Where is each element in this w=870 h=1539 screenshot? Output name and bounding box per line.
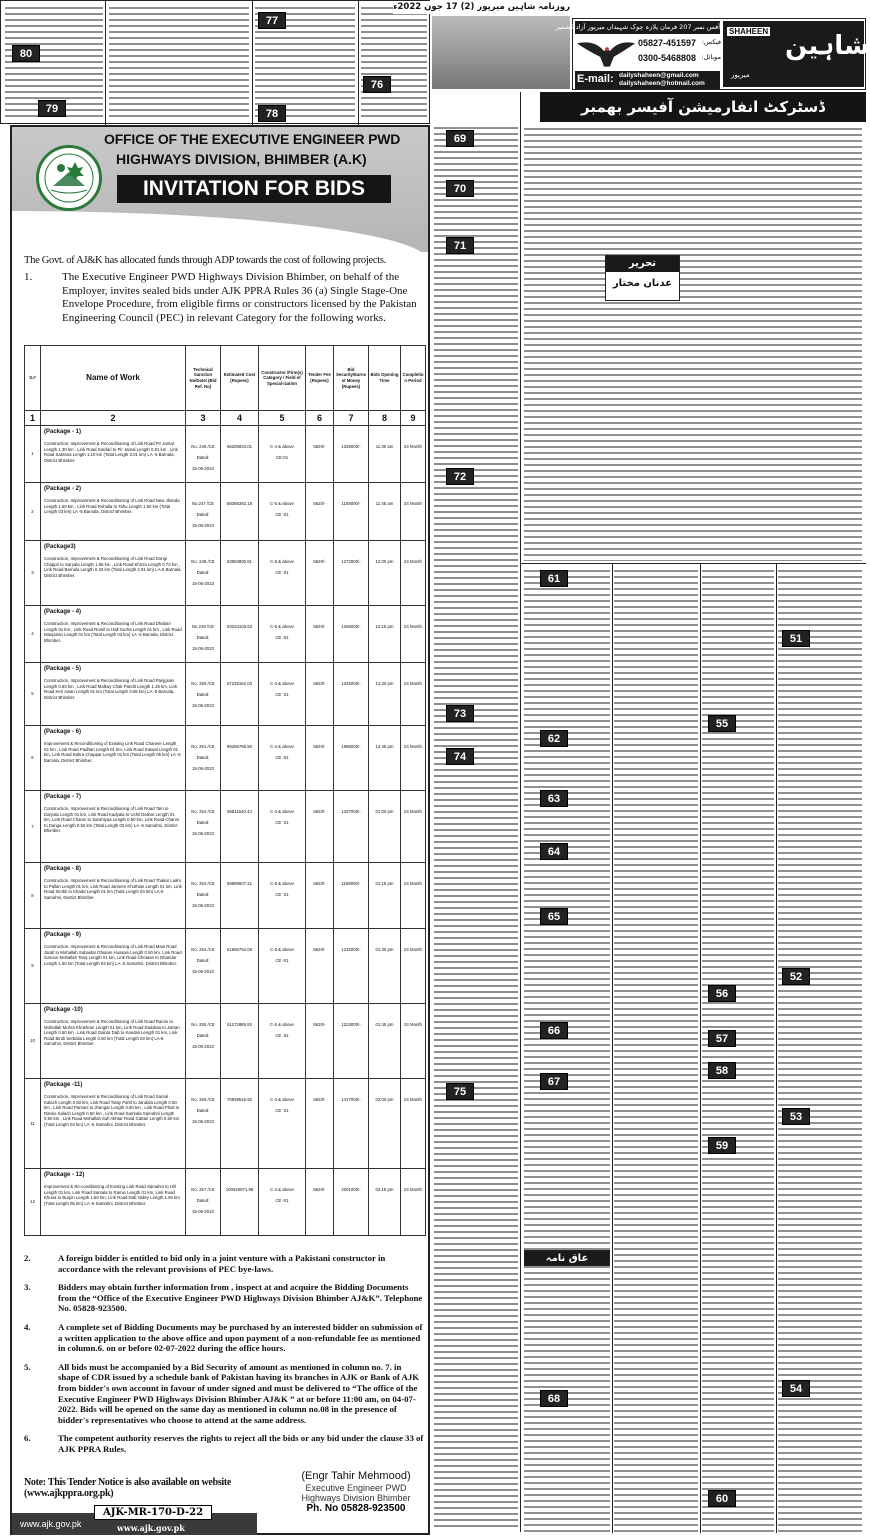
column-header: S.# [25, 346, 41, 411]
constructor-category: C-4 & above CE -01 [259, 791, 306, 863]
opening-time: 12:15 pm [369, 606, 401, 663]
serial-number: 12 [25, 1169, 41, 1236]
constructor-category: C-4 & above CE -01 [259, 1079, 306, 1169]
estimated-cost: 66285934.01 [221, 426, 259, 483]
table-row [25, 1079, 426, 1169]
serial-number: 6 [25, 726, 41, 791]
opening-time: 11:30 am [369, 426, 401, 483]
urdu-column-3 [614, 568, 698, 1533]
notice-number-badge: 68 [540, 1390, 568, 1407]
serial-number: 8 [25, 863, 41, 929]
masthead-photo [432, 16, 570, 89]
technical-sanction: No. 255 /CE Dated: 15-06-2022 [186, 1004, 221, 1079]
estimated-cost: 59899607.21 [221, 863, 259, 929]
aaq-nama-heading: عاق نامہ [524, 1250, 610, 1266]
column-number: 2 [41, 411, 186, 426]
notice-number-badge: 60 [708, 1490, 736, 1507]
opening-time: 01:30 pm [369, 929, 401, 1004]
opening-time: 01:00 pm [369, 791, 401, 863]
office-title: OFFICE OF THE EXECUTIVE ENGINEER PWD [104, 131, 401, 147]
notice-number-badge: 62 [540, 730, 568, 747]
estimated-cost: 58356392.18 [221, 483, 259, 541]
table-row [25, 791, 426, 863]
estimated-cost: 70839515.92 [221, 1079, 259, 1169]
notice-number-badge: 52 [782, 968, 810, 985]
work-name: (Package - 4) Construction, Improvement & Reconditioning of Link Road Dhaban Length 01 km , Link Road Romil to Hall Gurha Length 01 km , Link Road Manjarian Length 01 km (Total Length 03 km) LA -5 Barnala, District Bhimber. [41, 606, 186, 663]
opening-time: 12:45 pm [369, 726, 401, 791]
constructor-category: C-4 & above CE -01 [259, 726, 306, 791]
eagle-icon [575, 37, 637, 69]
technical-sanction: No. 254 /CE Dated: 15-06-2022 [186, 929, 221, 1004]
work-name: (Package - 12) Improvement & Re-conditioning of Existing Link Road Samahni to Hill Length 01 km, Link Road Sarsala to Ramio Length 01 km, Link Road Khuna to Burjon Length 1.50 km, Link Road Dab Valley Length 1.50 km (Total Length 05 km) LA -6 Samahni, District Bhimber. [41, 1169, 186, 1236]
serial-number: 2 [25, 483, 41, 541]
completion-period: 24 Month [401, 606, 426, 663]
notice-number-badge: 55 [708, 715, 736, 732]
notice-number-badge: 69 [446, 130, 474, 147]
column-number: 9 [401, 411, 426, 426]
byline-box: تحریر عدنان مختار [605, 255, 680, 301]
opening-time: 12:00 pm [369, 541, 401, 606]
technical-sanction: No. 250 /CE Dated: 15-06-2022 [186, 663, 221, 726]
masthead: آفس نمبر 207 فرمان پلازہ چوک شہیداں میرپور آزاد کشمیر 05827-451597 فیکس: 0300-5468808 موبائل: E-mail: dailyshaheen@gmail.com dailyshaheen@hotmail.com SHAHEEN شاہین میرپور [572, 18, 866, 90]
constructor-category: C-5 & above CE -01 [259, 541, 306, 606]
opening-time: 02:00 pm [369, 1079, 401, 1169]
tender-fee: 5620/- [306, 1169, 334, 1236]
technical-sanction: No. 253 /CE Dated: 15-06-2022 [186, 863, 221, 929]
estimated-cost: 61172889.93 [221, 1004, 259, 1079]
urdu-column-1 [434, 125, 518, 1530]
table-row [25, 1004, 426, 1079]
work-name: (Package - 5) Construction, Improvement & Reconditioning of Link Road Panjgrain Length 0.83 km , Link Road Malkay Chak Pandit Length 1.25 km, Link Road Keri Awan Length 01 km (Total Length 3.08 km) LA -5 Barnala, District Bhimber. [41, 663, 186, 726]
note-item: 4. A complete set of Bidding Documents may be purchased by an interested bidder on submission of a written application to the above office and upon payment of a non-refundable fee as mentioned in column.6. on or before 02-07-2022 during the office hours. [24, 1321, 423, 1354]
notice-number-badge: 65 [540, 908, 568, 925]
notice-number-badge: 78 [258, 105, 286, 122]
column-number: 6 [306, 411, 334, 426]
completion-period: 24 Month [401, 791, 426, 863]
serial-number: 10 [25, 1004, 41, 1079]
work-name: (Package - 7) Construction, Improvement & Reconditioning of Link Road Tain to Daryala Length 01 km, Link Road Kadyala to Uchil Darbar Length 01 km, Link Road Channi to Sarohiyaa Length 0.50 km, Link Road Channi to Danga Length 0.50 km (Total Length 03 km) LA -6 Samahni, District Bhimber. [41, 791, 186, 863]
notice-number-badge: 71 [446, 237, 474, 254]
constructor-category: C-5 & above CE -01 [259, 929, 306, 1004]
table-row [25, 426, 426, 483]
table-row [25, 863, 426, 929]
headline-banner: ڈسٹرکٹ انفارمیشن آفیسر بھمبر [540, 92, 866, 122]
bid-security: 1272000/- [334, 541, 369, 606]
constructor-category: C-4 & above CE-01 [259, 426, 306, 483]
notice-number-badge: 58 [708, 1062, 736, 1079]
notice-number-badge: 59 [708, 1137, 736, 1154]
dateline: روزنامہ شاہین میرپور (2) 17 جون 2022ء [393, 2, 570, 12]
constructor-category: C-4 & above CE -01 [259, 1169, 306, 1236]
works-table [24, 345, 426, 1236]
serial-number: 7 [25, 791, 41, 863]
notice-number-badge: 79 [38, 100, 66, 117]
notice-number-badge: 80 [12, 45, 40, 62]
notice-number-badge: 66 [540, 1022, 568, 1039]
constructor-category: C-5 & above CE -01 [259, 863, 306, 929]
tender-fee: 5620/- [306, 1079, 334, 1169]
work-name: (Package - 9) Construction, Improvement & Reconditioning of Link Road Main Road Jarall to Mohallah Subaidar Ghulam Hussain Length 0.50 km, Link Road Garoon Mohallah Tariq Length 01 km, Link Road Ghotaan to Dhandar Length 1.50 km (Total Length 03 km) LA -6 Samahni, District Bhimber. [41, 929, 186, 1004]
column-header: Bids Opening Time [369, 346, 401, 411]
completion-period: 24 Month [401, 1079, 426, 1169]
estimated-cost: 61565752.06 [221, 929, 259, 1004]
reference-code: AJK-MR-170-D-22 [94, 1505, 212, 1520]
website-link[interactable]: www.ajk.gov.pk [117, 1523, 185, 1533]
column-number: 8 [369, 411, 401, 426]
invitation-title: INVITATION FOR BIDS [117, 175, 391, 203]
opening-time: 01:15 pm [369, 863, 401, 929]
column-header: Completion Period [401, 346, 426, 411]
website-logo: www.ajk.gov.pk [20, 1519, 82, 1529]
column-header: Estimated Cost (Rupees) [221, 346, 259, 411]
work-name: (Package - 1) Construction, Improvement & Reconditioning of Link Road Pir Jamal Length 1.30 km , Link Road Sardari to Pir Jamal Length 0.81 km , Link Road Sakrana Length 1.10 km (Total Length 3.01 km) LA -5 Barnala, District Bhimber. [41, 426, 186, 483]
technical-sanction: No. 246 /CE Dated: 15-06-2022 [186, 426, 221, 483]
estimated-cost: 99266765.50 [221, 726, 259, 791]
tender-fee: 5620/- [306, 929, 334, 1004]
serial-number: 11 [25, 1079, 41, 1169]
notice-number-badge: 61 [540, 570, 568, 587]
column-number: 5 [259, 411, 306, 426]
table-row [25, 726, 426, 791]
completion-period: 24 Month [401, 483, 426, 541]
column-header: Bid Security/Earnest Money (Rupees) [334, 346, 369, 411]
estimated-cost: 67228162.03 [221, 663, 259, 726]
estimated-cost: 63584900.81 [221, 541, 259, 606]
note-item: 3. Bidders may obtain further information from , inspect at and acquire the Bidding Documents from the “Office of the Executive Engineer PWD Highways Division Bhimber AJ&K”. Telephone No. 05828-923500. [24, 1282, 423, 1314]
column-header: Tender Fee (Rupees) [306, 346, 334, 411]
bid-security: 1986000/- [334, 726, 369, 791]
technical-sanction: No. 256 /CE Dated: 15-06-2022 [186, 1079, 221, 1169]
tender-notice [10, 125, 430, 1535]
column-number: 4 [221, 411, 259, 426]
serial-number: 9 [25, 929, 41, 1004]
notice-number-badge: 63 [540, 790, 568, 807]
tender-fee: 5620/- [306, 606, 334, 663]
notice-number-badge: 67 [540, 1073, 568, 1090]
serial-number: 3 [25, 541, 41, 606]
completion-period: 24 Month [401, 929, 426, 1004]
tender-fee: 5620/- [306, 663, 334, 726]
technical-sanction: No. 251 /CE Dated: 15-06-2022 [186, 726, 221, 791]
notice-number-badge: 53 [782, 1108, 810, 1125]
opening-time: 01:45 pm [369, 1004, 401, 1079]
constructor-category: C-5 & above CE -01 [259, 606, 306, 663]
estimated-cost: 100026971.98 [221, 1169, 259, 1236]
completion-period: 24 Month [401, 863, 426, 929]
work-name: (Package - 8) Construction, Improvement & Reconditioning of Link Road Thakar Laahi to Pallan Length 01 km, Link Road Jameen Khothian Length 01 km, Link Road Simbli to Khadd Length 01 km (Total Length 03 km) LA-6 Samahni, District Bhimber. [41, 863, 186, 929]
table-row [25, 663, 426, 726]
email-block: E-mail: dailyshaheen@gmail.com dailyshaheen@hotmail.com [575, 71, 720, 89]
tender-fee: 5620/- [306, 791, 334, 863]
bid-security: 1417000/- [334, 1079, 369, 1169]
completion-period: 24 Month [401, 426, 426, 483]
column-header: Name of Work [41, 346, 186, 411]
notice-number-badge: 73 [446, 705, 474, 722]
column-number: 1 [25, 411, 41, 426]
column-number: 7 [334, 411, 369, 426]
notice-number-badge: 56 [708, 985, 736, 1002]
notice-number-badge: 74 [446, 748, 474, 765]
note-item: 6. The competent authority reserves the rights to reject all the bids or any bid under the clause 33 of AJK PPRA Rules. [24, 1433, 424, 1454]
completion-period: 24 Month [401, 663, 426, 726]
constructor-category: C-5 & above CE -01 [259, 1004, 306, 1079]
table-row [25, 929, 426, 1004]
bid-security: 1337000/- [334, 791, 369, 863]
urdu-column-2 [524, 568, 610, 1533]
tender-fee: 5620/- [306, 541, 334, 606]
opening-time: 11:45 am [369, 483, 401, 541]
serial-number: 4 [25, 606, 41, 663]
notice-number-badge: 75 [446, 1083, 474, 1100]
column-number: 3 [186, 411, 221, 426]
note-item: 2. A foreign bidder is entitled to bid only in a joint venture with a Pakistani constructor in accordance with the relevant provisions of PEC bye-laws. [24, 1253, 386, 1274]
notice-number-badge: 54 [782, 1380, 810, 1397]
newspaper-logo: SHAHEEN شاہین میرپور [723, 21, 864, 87]
bid-security: 1326000/- [334, 426, 369, 483]
completion-period: 24 Month [401, 1004, 426, 1079]
estimated-cost: 66811540.44 [221, 791, 259, 863]
bid-security: 1224000/- [334, 1004, 369, 1079]
table-row [25, 541, 426, 606]
opening-time: 12:30 pm [369, 663, 401, 726]
work-name: (Package - 6) Improvement & Reconditioning of Existing Link Road Chaneer Length 02 km , Link Road Padhan Length 01 km, Link Road Katwal Length 01 km, Link Road Sahra Chappar Length 01 km (Total Length 05 km) LA -5 Barnala, District Bhimber. [41, 726, 186, 791]
table-row [25, 483, 426, 541]
work-name: (Package - 2) Construction, Improvement & Reconditioning of Link Road New Jhanda Length 1.50 km , Link Road Rohalla to Tahu Length 1.50 km (Total Length 03 km) LA -5 Barnala, District Bhimber. [41, 483, 186, 541]
notice-number-badge: 57 [708, 1030, 736, 1047]
signer-phone: Ph. No 05828-923500 [306, 1503, 406, 1514]
urdu-column-4 [702, 568, 774, 1533]
notes-list [24, 1253, 424, 1463]
column-header: Constructor /Firm(s) Category / Field of Special-ization [259, 346, 306, 411]
tender-fee: 5620/- [306, 1004, 334, 1079]
tender-fee: 5620/- [306, 726, 334, 791]
table-row [25, 606, 426, 663]
notice-number-badge: 76 [363, 76, 391, 93]
serial-number: 5 [25, 663, 41, 726]
ajk-seal-logo [36, 145, 102, 211]
technical-sanction: No.249 /CE Dated: 15-06-2022 [186, 606, 221, 663]
division-title: HIGHWAYS DIVISION, BHIMBER (A.K) [116, 151, 367, 167]
constructor-category: C-5 & above CE -01 [259, 483, 306, 541]
notice-number-badge: 51 [782, 630, 810, 647]
opening-time: 02:15 pm [369, 1169, 401, 1236]
bid-security: 1168000/- [334, 483, 369, 541]
technical-sanction: No. 248 /CE Dated: 15-06-2022 [186, 541, 221, 606]
column-header: Technical Sanction No/Date/ (Bid Ref. No) [186, 346, 221, 411]
notice-number-badge: 70 [446, 180, 474, 197]
bid-security: 1198000/- [334, 863, 369, 929]
estimated-cost: 63234103.63 [221, 606, 259, 663]
technical-sanction: No.247 /CE Dated: 15-06-2022 [186, 483, 221, 541]
constructor-category: C-4 & above CE -01 [259, 663, 306, 726]
urdu-main-article [524, 126, 862, 561]
signature-block: (Engr Tahir Mehmood) Executive Engineer PWD Highways Division Bhimber Ph. No 05828-923500 [290, 1470, 422, 1515]
bid-security: 1232000/- [334, 929, 369, 1004]
notice-number-badge: 77 [258, 12, 286, 29]
serial-number: 1 [25, 426, 41, 483]
table-row [25, 1169, 426, 1236]
bid-security: 1265000/- [334, 606, 369, 663]
bid-security: 1345000/- [334, 663, 369, 726]
notice-number-badge: 72 [446, 468, 474, 485]
intro-text: The Govt. of AJ&K has allocated funds through ADP towards the cost of following projects. [24, 255, 386, 266]
tender-fee: 5620/- [306, 483, 334, 541]
work-name: (Package3) Construction, Improvement & Reconditioning of Link Road Dongi Chappri to Saryala Length 1.85 km , Link Road Khizra Length 0.73 km , Link Road Barnala Length 0.33 km (Total Length 2.91 km) LA-5 Barnala, District Bhimber. [41, 541, 186, 606]
technical-sanction: No. 257 /CE Dated: 15-06-2022 [186, 1169, 221, 1236]
tender-fee: 5620/- [306, 863, 334, 929]
notice-number-badge: 64 [540, 843, 568, 860]
paragraph-1: 1. The Executive Engineer PWD Highways Division Bhimber, on behalf of the Employer, invites sealed bids under AJK PPRA Rules 36 (a) Single Stage-One Envelope Procedure, from eligible firms or constructors licensed by the Pakistan Engineering Council (PEC) in relevant Category for the following works. [24, 271, 417, 324]
bid-security: 2001000/- [334, 1169, 369, 1236]
completion-period: 24 Month [401, 1169, 426, 1236]
note-item: 5. All bids must be accompanied by a Bid Security of amount as mentioned in column no. 7. in shape of CDR issued by a schedule bank of Pakistan having its branches in AJK or Bank of AJK from bidder's own account in favour of under signed and must be delivered to “The office of the Executive Engineer PWD Highways Division Bhimber AJ&K ” at or before 11:00 am, on 04-07-2022. Bids will be opened on the same day as mentioned in column no.08 in the presence of bidder's representatives who choose to attend at the same address. [24, 1361, 420, 1425]
technical-sanction: No. 252 /CE Dated: 15-06-2022 [186, 791, 221, 863]
work-name: (Package -10) Construction, Improvement & Reconditioning of Link Road Ramio to Mohallah Mohra Khokhran Length 01 km, Link Road Daddraa to Jalrian Length 0.50 km , Link Road Galota Dab to Kandali Length 01 km, Link Road Bindi Serbalia Length 0.50 km (Total Length 03 km) LA-6 Samahni, District Bhimber. [41, 1004, 186, 1079]
completion-period: 24 Month [401, 726, 426, 791]
work-name: (Package -11) Construction, Improvement & Reconditioning of Link Road Sarsal Kalach Length 0.50 km, Link Road Totay Pahil to Jandala Length 0.50 km , Link Road Parsani to Jhangar Length 0.50 km , Link Road Phail to Ramio Kalach Length 0.50 km , Link Road Samrala Samahni Length 0.50 km , Link Road Mohallah Sufi Akhtar Road Gattari Length 0.50 km (Total Length 03 km) LA -6 Samahni, District Bhimber. [41, 1079, 186, 1169]
website-note: Note: This Tender Notice is also available on website (www.ajkppra.org.pk) [24, 1477, 232, 1499]
completion-period: 24 Month [401, 541, 426, 606]
tender-fee: 5620/- [306, 426, 334, 483]
